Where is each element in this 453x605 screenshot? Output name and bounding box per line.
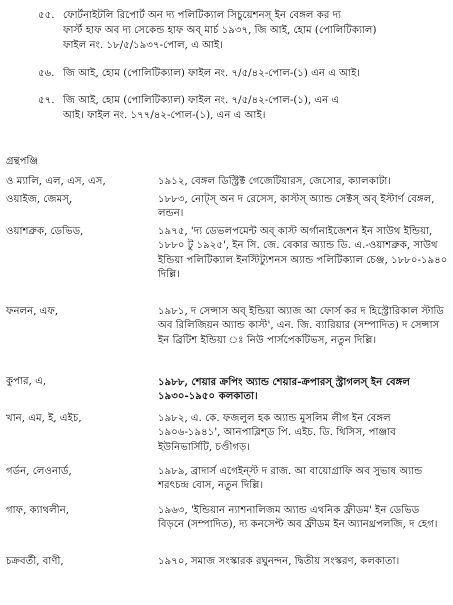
bib-entry	[6, 175, 448, 189]
footnote-line: জি আই, হোম (পোলিটিক্যাল) ফাইল নং. ৭/৫/৪২-পোল-(১), এন এ	[63, 95, 340, 106]
bib-entry	[6, 504, 448, 533]
bib-text: ১৯৮৯, ব্রাদার্স এগেইন্স্ট দ রাজ. আ বায়োগ্রাফি অব সুভাষ অ্যান্ড শরৎচন্দ্র বোস, নতুন দিল্লি।	[158, 466, 423, 492]
bib-entry	[6, 412, 448, 455]
bib-text: ১৯৭৫, 'দ্য ডেভলপমেন্ট অব্ কাস্ট অর্গানাইজেশন ইন সাউথ ইন্ডিয়া, ১৮৮০ টু ১৯২৫', ইন সি. জে. বেকার অ্যান্ড ডি. এ.-ওয়াশব্রুক, সাউথ ইন্ডিয়া পলিটিক্যাল ইনস্টিট্যুশনস অ্যান্ড পলিটিক্যাল চেঞ্জ, ১৮৮০-১৯৪০ দিল্লি।	[158, 226, 448, 281]
bib-text: ১৯৭০, সমাজ সংস্কারক রঘুনন্দন, দ্বিতীয় সংস্করণ, কলকাতা।	[158, 556, 400, 567]
bib-author: ও ম্যালি, এল, এস, এস,	[6, 176, 106, 187]
footnote-text	[63, 93, 448, 123]
bib-author: খান, এম, ই, এইচ,	[6, 413, 82, 424]
bib-text: ১৯৬৩, 'ইন্ডিয়ান ন্যাশনালিজম অ্যান্ড এথনিক ফ্রীডম' ইন ডেভিড বিড়নে (সম্পাদিত), দ্য কনসেপ্ট অব ফ্রীডম ইন অ্যানথ্রপলজি, দ হেগ।	[158, 505, 438, 531]
footnote-text	[63, 8, 448, 53]
bib-entry	[6, 193, 448, 222]
bib-entry	[6, 375, 448, 404]
bib-text: ১৯১২, বেঙ্গল ডিস্ট্রিক্ট গেজেটিয়ারস, জেসোর, ক্যালকাটা।	[158, 176, 391, 187]
bib-text: ১৯৮৮, শেয়ার ক্রপিং অ্যান্ড শেয়ার-ক্রপারস্ স্ট্রাগলস্ ইন বেঙ্গল ১৯৩০-১৯৫০ কলকাতা।	[158, 376, 411, 403]
bib-author: ওয়াশব্রুক, ডেভিড,	[6, 226, 84, 237]
bibliography-heading: গ্রন্থপঞ্জি	[6, 156, 39, 167]
footnote-text	[63, 66, 448, 81]
footnote-line: আই। ফাইল নং. ১৭৭/৪২-পোল-(১), এন এ আই।	[63, 110, 266, 121]
bib-text: ১৯৮২, এ. কে. ফজলুল হক অ্যান্ড মুসলিম লীগ ইন বেঙ্গল ১৯০৬-১৯৪১', আনপাব্লিশ্ড পি. এইচ. ডি. থিসিস, পাঞ্জাব ইউনিভার্সিটি, চণ্ডীগড়।	[158, 413, 396, 453]
footnote-57	[38, 93, 448, 123]
bib-author: কুপার, এ,	[6, 376, 47, 387]
footnote-line: ফাইল নং. ১৮/৫/১৯৩৭-পোল, এ আই।	[63, 40, 223, 51]
footnote-56	[38, 66, 448, 81]
footnote-55	[38, 8, 448, 53]
bib-entry	[6, 465, 448, 494]
footnote-number: ৫৫.	[38, 10, 55, 21]
bib-entry	[6, 555, 448, 569]
bib-author: ওয়াইজ, জেমস্,	[6, 194, 73, 205]
bib-author: গাফ, ক্যাথলীন,	[6, 505, 70, 516]
footnote-line: জি আই, হোম (পোলিটিক্যাল) ফাইল নং. ৭/৫/৪২-পোল-(১) এন এ আই।	[63, 68, 361, 79]
footnote-line: ফার্স্ট হাফ অব দ্য সেকেন্ড হাফ অব্ মার্চ ১৯৩৭, জি আই, হোম (পোলিটিক্যাল)	[63, 25, 377, 36]
bib-entry	[6, 225, 448, 283]
bib-text: ১৮৮৩, নোট্‌স্ অন দ রেসেস, কাস্টস্ অ্যান্ড সেক্টস্ অব্ ইস্টার্ণ বেঙ্গল, লন্ডন।	[158, 194, 435, 220]
footnote-number: ৫৬.	[38, 68, 55, 79]
bib-entry	[6, 305, 448, 348]
footnote-line: ফোর্টনাইটলি রিপোর্ট অন দ্য পলিটিক্যাল সিচুয়েশনস্ ইন বেঙ্গল কর দ্য	[63, 10, 342, 21]
bib-author: ফনলন, এফ,	[6, 306, 59, 317]
bib-author: গর্ডন, লেওনার্ড,	[6, 466, 72, 477]
bib-text: ১৯৮১, দ সেন্সাস অব্ ইন্ডিয়া অ্যাজ আ ফোর্স কর দ হিস্ট্রোরিকাল স্টাডি অব রিলিজিয়ন অ্যান্ড কাস্ট', এন. জি. ব্যারিয়ার (সম্পাদিত) দ সেন্সাস ইন ব্রিটিশ ইন্ডিয়া ঃ নিউ পার্সপেকটিভস, নতুন দিল্লি।	[158, 306, 444, 346]
bib-author: চক্রবর্তী, বাণী,	[6, 556, 64, 567]
footnote-number: ৫৭.	[38, 95, 55, 106]
